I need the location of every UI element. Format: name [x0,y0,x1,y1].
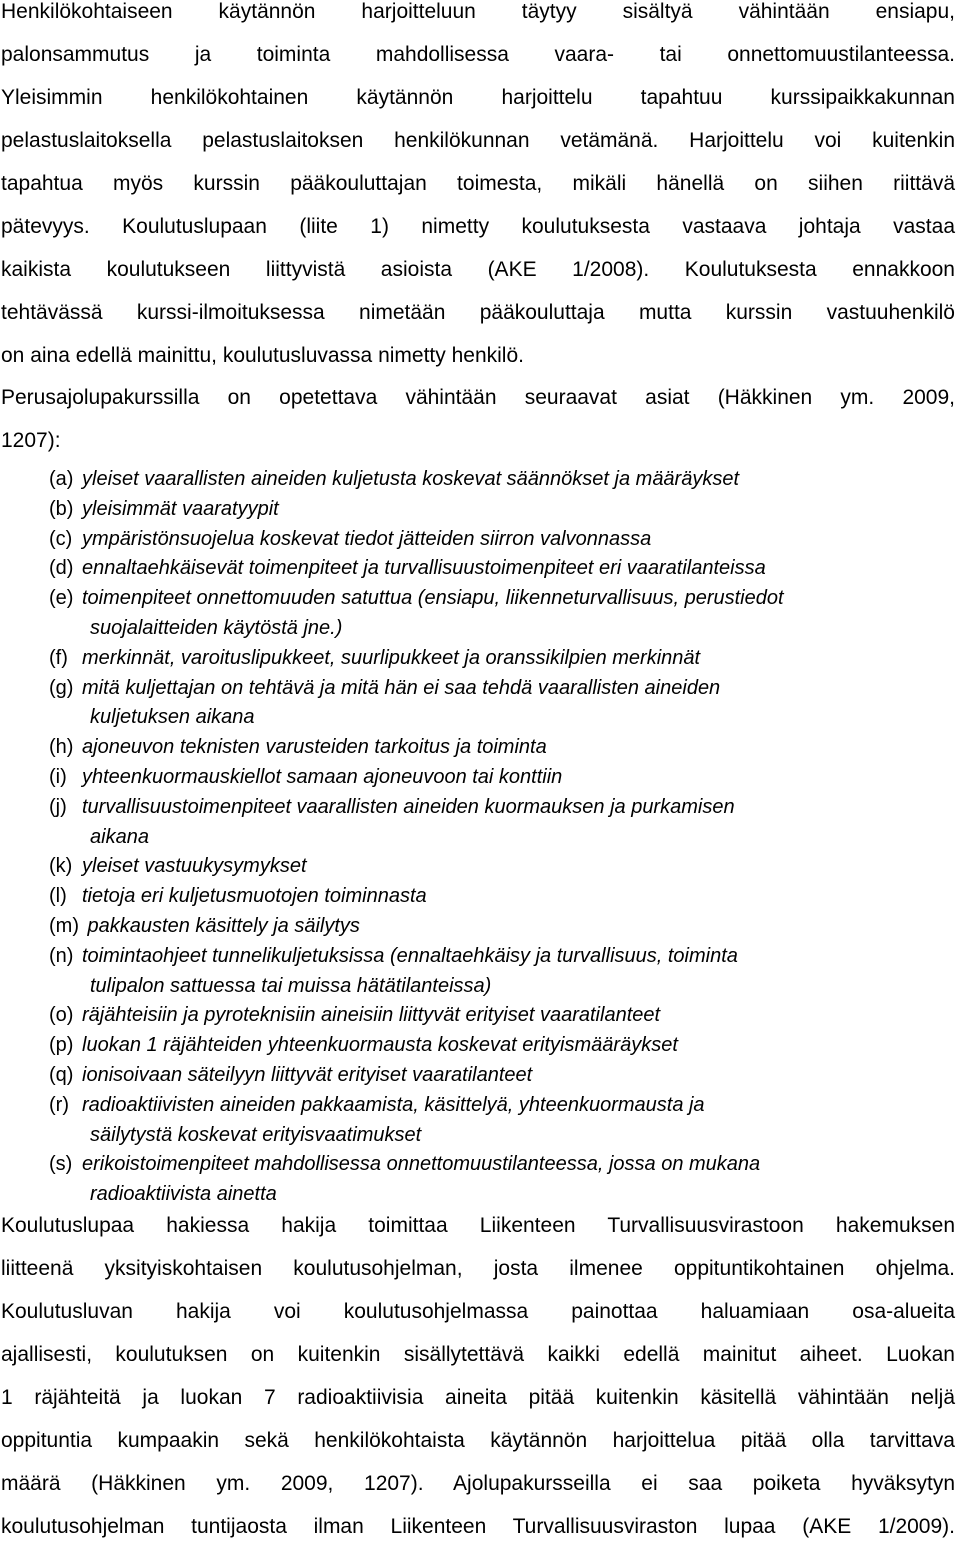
required-topics-list [0,465,960,1210]
list-item-marker: (o) [49,1004,74,1027]
list-item-row [0,733,960,763]
list-item-text: radioaktiivisten aineiden pakkaamista, käsittelyä, yhteenkuormausta ja [82,1093,705,1116]
list-item-marker: (m) [49,914,79,937]
list-item-marker: (g) [49,676,74,699]
list-item-text: mitä kuljettajan on tehtävä ja mitä hän ei saa tehdä vaarallisten aineiden [82,676,721,699]
text-line: oppituntia kumpaakin sekä henkilökohtaista käytännön harjoittelua pitää olla tarvittava [1,1429,955,1452]
list-item-text: pakkausten käsittely ja säilytys [82,914,360,937]
list-item-continuation: kuljetuksen aikana [90,706,255,729]
list-item-text: ionisoivaan säteilyyn liittyvät erityiset vaaratilanteet [82,1063,533,1086]
list-item-text: ajoneuvon teknisten varusteiden tarkoitus ja toiminta [82,736,547,759]
list-item-marker: (p) [49,1034,74,1057]
list-item-marker: (b) [49,497,74,520]
list-item-row [0,465,960,495]
list-item-text: toimenpiteet onnettomuuden satuttua (ensiapu, liikenneturvallisuus, perustiedot [82,587,784,610]
list-item [0,465,960,495]
list-item [0,912,960,942]
list-item-row [0,793,960,823]
text-line: Yleisimmin henkilökohtainen käytännön harjoittelu tapahtuu kurssipaikkakunnan [1,86,955,109]
text-line: liitteenä yksityiskohtaisen koulutusohjelman, josta ilmenee oppituntikohtainen ohjelma. [1,1257,955,1280]
list-item-marker: (k) [49,855,73,878]
list-item-row [0,763,960,793]
list-item-text: toimintaohjeet tunnelikuljetuksissa (ennaltaehkäisy ja turvallisuus, toiminta [82,944,738,967]
text-line: 1207): [1,429,61,452]
list-item [0,644,960,674]
text-line: määrä (Häkkinen ym. 2009, 1207). Ajolupakursseilla ei saa poiketa hyväksytyn [1,1472,955,1495]
list-item-row [0,912,960,942]
list-item [0,554,960,584]
list-item-marker: (a) [49,468,74,490]
text-line: palonsammutus ja toiminta mahdollisessa vaara- tai onnettomuustilanteessa. [1,43,955,66]
text-line: Koulutusluvan hakija voi koulutusohjelmassa painottaa haluamiaan osa-alueita [1,1300,955,1323]
list-item-continuation: radioaktiivista ainetta [90,1183,277,1206]
list-item-marker: (l) [49,885,67,908]
list-item-marker: (r) [49,1093,69,1116]
list-item-marker: (d) [49,557,74,580]
list-item [0,1061,960,1091]
list-item [0,793,960,853]
text-line: tehtävässä kurssi-ilmoituksessa nimetään pääkouluttaja mutta kurssin vastuuhenkilö [1,301,955,324]
list-item [0,525,960,555]
list-item [0,1031,960,1061]
text-line: kaikista koulutukseen liittyvistä asioista (AKE 1/2008). Koulutuksesta ennakkoon [1,258,955,281]
list-item-row [0,1150,960,1180]
list-item-continuation: aikana [90,825,149,848]
text-line: koulutusohjelman tuntijaosta ilman Liikenteen Turvallisuusviraston lupaa (AKE 1/2009). [1,1515,955,1538]
list-item-continuation: suojalaitteiden käytöstä jne.) [90,616,343,639]
list-item-text: tietoja eri kuljetusmuotojen toiminnasta [82,885,427,908]
list-item [0,852,960,882]
list-item [0,882,960,912]
list-item [0,495,960,525]
list-item [0,1150,960,1210]
list-item-text: ympäristönsuojelua koskevat tiedot jätteiden siirron valvonnassa [82,527,652,550]
list-item [0,733,960,763]
list-item-row [0,644,960,674]
list-item [0,674,960,734]
list-item-marker: (i) [49,765,67,788]
list-item-text: turvallisuustoimenpiteet vaarallisten aineiden kuormauksen ja purkamisen [82,795,735,818]
list-item-marker: (q) [49,1063,74,1086]
list-item-marker: (h) [49,736,74,759]
list-item-text: ennaltaehkäisevät toimenpiteet ja turvallisuustoimenpiteet eri vaaratilanteissa [82,557,766,580]
list-item-marker: (e) [49,587,74,610]
list-item-row [0,1031,960,1061]
list-item-marker: (f) [49,646,68,669]
list-item-continuation: säilytystä koskevat erityisvaatimukset [90,1123,422,1146]
list-item-row [0,942,960,972]
list-item-text: räjähteisiin ja pyroteknisiin aineisiin liittyvät erityiset vaaratilanteet [82,1004,661,1027]
list-item-row [0,495,960,525]
list-item-marker: (s) [49,1153,73,1176]
list-item-row [0,882,960,912]
text-line: pelastuslaitoksella pelastuslaitoksen henkilökunnan vetämänä. Harjoittelu voi kuitenkin [1,129,955,152]
text-line: on aina edellä mainittu, koulutusluvassa nimetty henkilö. [1,344,524,367]
list-item-continuation: tulipalon sattuessa tai muissa hätätilanteissa) [90,974,492,997]
list-item-text: yleiset vaarallisten aineiden kuljetusta koskevat säännökset ja määräykset [82,468,740,490]
list-item-marker: (c) [49,527,73,550]
list-item [0,1091,960,1151]
list-item [0,763,960,793]
text-line: Perusajolupakurssilla on opetettava vähintään seuraavat asiat (Häkkinen ym. 2009, [1,386,955,409]
list-item-row [0,525,960,555]
text-line: 1 räjähteitä ja luokan 7 radioaktiivisia aineita pitää kuitenkin käsitellä vähintään neljä [1,1386,955,1409]
list-item-row [0,584,960,614]
list-item-text: yleiset vastuukysymykset [82,855,307,878]
list-item-row [0,674,960,704]
list-item-row [0,852,960,882]
list-item [0,1001,960,1031]
list-item-text: erikoistoimenpiteet mahdollisessa onnettomuustilanteessa, jossa on mukana [82,1153,761,1176]
list-item-row [0,1061,960,1091]
list-item-row [0,1001,960,1031]
list-item-text: yleisimmät vaaratyypit [82,497,279,520]
text-line: Koulutuslupaa hakiessa hakija toimittaa Liikenteen Turvallisuusvirastoon hakemuksen [1,1214,955,1237]
paragraph-practical-training [0,0,955,377]
list-item [0,584,960,644]
list-item-text: yhteenkuormauskiellot samaan ajoneuvoon tai konttiin [82,765,563,788]
list-item-row [0,554,960,584]
paragraph-course-requirements [0,376,955,462]
list-item-marker: (j) [49,795,67,818]
text-line: pätevyys. Koulutuslupaan (liite 1) nimetty koulutuksesta vastaava johtaja vastaa [1,215,955,238]
list-item-text: luokan 1 räjähteiden yhteenkuormausta koskevat erityismääräykset [82,1034,678,1057]
list-item-text: merkinnät, varoituslipukkeet, suurlipukkeet ja oranssikilpien merkinnät [82,646,701,669]
paragraph-training-license [0,1204,955,1548]
text-line: Henkilökohtaiseen käytännön harjoitteluun täytyy sisältyä vähintään ensiapu, [1,0,955,23]
text-line: ajallisesti, koulutuksen on kuitenkin sisällytettävä kaikki edellä mainitut aiheet. Luokan [1,1343,955,1366]
list-item [0,942,960,1002]
list-item-marker: (n) [49,944,74,967]
list-item-row [0,1091,960,1121]
text-line: tapahtua myös kurssin pääkouluttajan toimesta, mikäli hänellä on siihen riittävä [1,172,955,195]
